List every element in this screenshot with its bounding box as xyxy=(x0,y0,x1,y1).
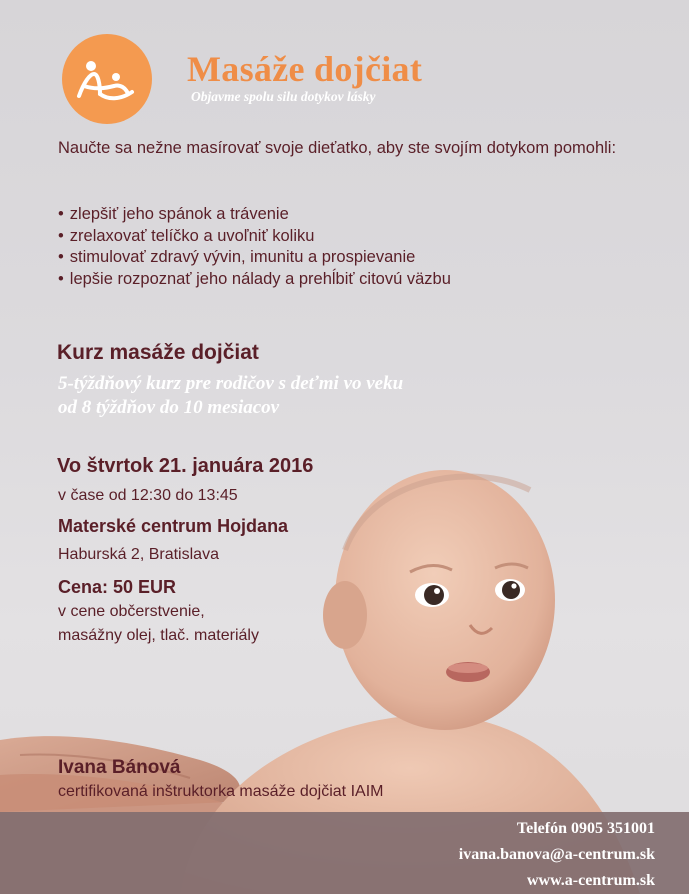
logo xyxy=(62,34,152,124)
price-includes xyxy=(58,600,358,648)
intro-text: Naučte sa nežne masírovať svoje dieťatko, aby ste svojím dotykom pomohli: xyxy=(58,139,617,157)
list-item: • zrelaxovať telíčko a uvoľniť koliku xyxy=(58,226,451,248)
event-date: Vo štvrtok 21. januára 2016 xyxy=(57,455,314,477)
price-includes-line: masážny olej, tlač. materiály xyxy=(58,627,259,644)
mother-and-baby-logo-icon xyxy=(62,34,152,124)
contact-website-link[interactable]: www.a-centrum.sk xyxy=(527,872,655,889)
list-item: • zlepšiť jeho spánok a trávenie xyxy=(58,204,451,226)
event-price: Cena: 50 EUR xyxy=(58,577,177,597)
instructor-name: Ivana Bánová xyxy=(58,757,181,778)
list-item: • lepšie rozpoznať jeho nálady a prehĺbiť citovú väzbu xyxy=(58,269,451,291)
course-subtitle-line: 5-týždňový kurz pre rodičov s deťmi vo veku xyxy=(58,373,404,394)
contact-phone: Telefón 0905 351001 xyxy=(516,820,655,837)
event-venue: Materské centrum Hojdana xyxy=(58,516,289,536)
page-title: Masáže dojčiat xyxy=(187,49,423,89)
price-includes-line: v cene občerstvenie, xyxy=(58,603,205,620)
list-item: • stimulovať zdravý vývin, imunitu a prospievanie xyxy=(58,247,451,269)
instructor-role: certifikovaná inštruktorka masáže dojčiat IAIM xyxy=(58,783,384,800)
event-address: Haburská 2, Bratislava xyxy=(58,546,219,563)
event-time: v čase od 12:30 do 13:45 xyxy=(58,487,238,504)
course-subtitle-line: od 8 týždňov do 10 mesiacov xyxy=(58,397,280,418)
course-title: Kurz masáže dojčiat xyxy=(57,341,259,364)
tagline: Objavme spolu silu dotykov lásky xyxy=(191,89,376,104)
course-subtitle xyxy=(58,372,618,420)
benefits-list xyxy=(58,204,451,290)
contact-email-link[interactable]: ivana.banova@a-centrum.sk xyxy=(458,846,655,863)
